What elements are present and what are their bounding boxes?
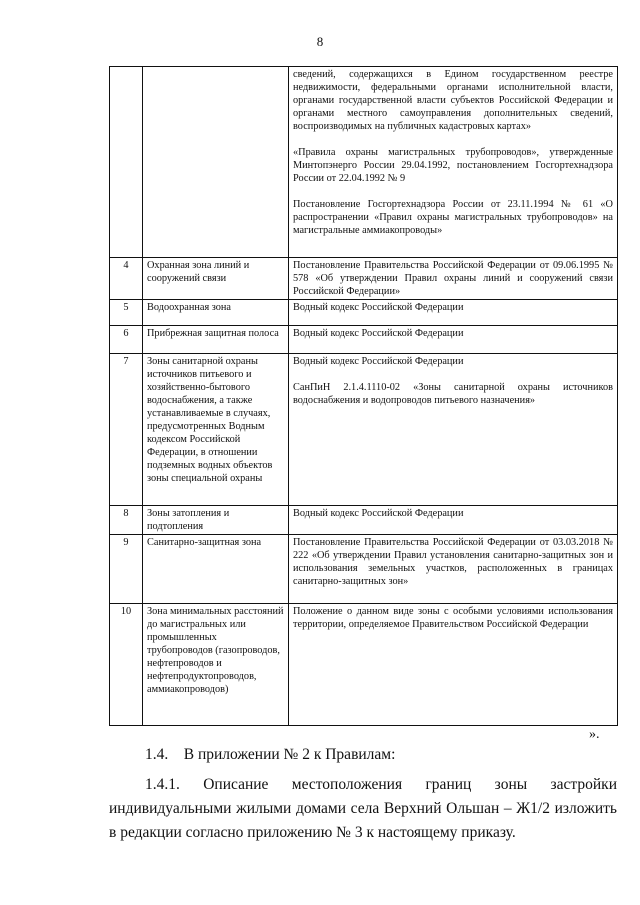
document-text: Водный кодекс Российской Федерации: [293, 328, 464, 339]
table-row: [110, 258, 618, 300]
legal-documents: [289, 604, 618, 726]
document-text: Водный кодекс Российской Федерации: [293, 508, 464, 519]
row-number: 7: [110, 354, 143, 506]
zone-name: Зоны санитарной охраны источников питьевого и хозяйственно-бытового водоснабжения, а также устанавливаемые в случаях, предусмотренных Водным кодексом Российской Федерации, в отношении подземных водных объектов зоны специальной охраны: [143, 354, 289, 506]
legal-documents: [289, 535, 618, 604]
row-number: 6: [110, 326, 143, 354]
zone-name: Зоны затопления и подтопления: [143, 506, 289, 535]
document-text: Положение о данном виде зоны с особыми условиями использования территории, определяемое Правительством Российской Федерации: [293, 606, 613, 630]
document-text: Водный кодекс Российской Федерации: [293, 302, 464, 313]
table-row: [110, 300, 618, 326]
table-row: [110, 506, 618, 535]
row-number: [110, 67, 143, 258]
row-number: 5: [110, 300, 143, 326]
legal-documents: [289, 258, 618, 300]
document-text: Водный кодекс Российской Федерации: [293, 356, 464, 367]
legal-documents: [289, 300, 618, 326]
paragraph-1-4-1: [109, 773, 617, 845]
document-text: «Правила охраны магистральных трубопроводов», утвержденные Минтопэнерго России 29.04.1992, постановлением Госгортехнадзора России от 22.04.1992 № 9: [293, 147, 613, 184]
legal-documents: [289, 506, 618, 535]
zones-table: [109, 66, 618, 726]
table-row: [110, 67, 618, 258]
zone-name: [143, 67, 289, 258]
legal-documents: [289, 326, 618, 354]
document-text: Постановление Госгортехнадзора России от 23.11.1994 № 61 «О распространении «Правил охраны магистральных трубопроводов» на магистральные аммиакопроводы»: [293, 199, 613, 236]
zone-name: Водоохранная зона: [143, 300, 289, 326]
document-text: Постановление Правительства Российской Федерации от 03.03.2018 № 222 «Об утверждении Правил установления санитарно-защитных зон и использования земельных участков, расположенных в границах санитарно-защитных зон»: [293, 537, 613, 587]
zone-name: Санитарно-защитная зона: [143, 535, 289, 604]
closing-quote: ».: [589, 727, 600, 742]
table-row: [110, 326, 618, 354]
table-row: [110, 354, 618, 506]
row-number: 9: [110, 535, 143, 604]
table-row: [110, 535, 618, 604]
legal-documents: [289, 354, 618, 506]
legal-documents: [289, 67, 618, 258]
document-text: СанПиН 2.1.4.1110-02 «Зоны санитарной охраны источников водоснабжения и водопроводов питьевого назначения»: [293, 382, 613, 406]
row-number: 10: [110, 604, 143, 726]
row-number: 4: [110, 258, 143, 300]
zone-name: Охранная зона линий и сооружений связи: [143, 258, 289, 300]
paragraph-1-4: 1.4. В приложении № 2 к Правилам:: [145, 746, 396, 763]
paragraph-1-4-1-text: 1.4.1. Описание местоположения границ зоны застройки индивидуальными жилыми домами села Верхний Ольшан – Ж1/2 изложить в редакции согласно приложению № 3 к настоящему приказу.: [109, 776, 617, 841]
row-number: 8: [110, 506, 143, 535]
page-number: 8: [316, 34, 324, 49]
document-text: сведений, содержащихся в Едином государственном реестре недвижимости, федеральными органами исполнительной власти, органами государственной власти субъектов Российской Федерации и органами местного самоуправления дополнительных сведений, воспроизводимых на публичных кадастровых картах»: [293, 69, 613, 132]
table-row: [110, 604, 618, 726]
zone-name: Зона минимальных расстояний до магистральных или промышленных трубопроводов (газопроводов, нефтепроводов и нефтепродуктопроводов, аммиакопроводов): [143, 604, 289, 726]
zone-name: Прибрежная защитная полоса: [143, 326, 289, 354]
document-text: Постановление Правительства Российской Федерации от 09.06.1995 № 578 «Об утверждении Правил охраны линий и сооружений связи Российской Федерации»: [293, 260, 613, 297]
